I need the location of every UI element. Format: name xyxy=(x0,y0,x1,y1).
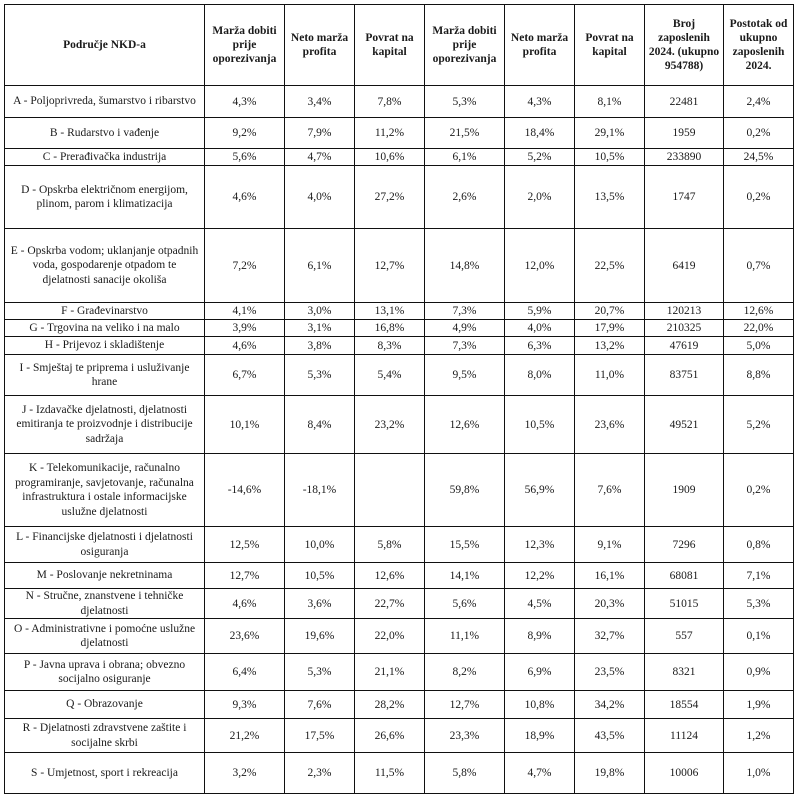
sector-name-cell: Q - Obrazovanje xyxy=(5,691,205,719)
roe-2-cell: 8,1% xyxy=(575,86,645,118)
pretax-margin-1-cell: 3,2% xyxy=(205,753,285,794)
sector-name-cell: F - Građevinarstvo xyxy=(5,303,205,320)
pretax-margin-2-cell: 7,3% xyxy=(425,303,505,320)
net-margin-2-cell: 2,0% xyxy=(505,166,575,229)
roe-1-cell: 12,6% xyxy=(355,563,425,589)
pretax-margin-1-cell: 10,1% xyxy=(205,396,285,454)
roe-1-cell: 13,1% xyxy=(355,303,425,320)
table-row xyxy=(5,86,794,118)
pretax-margin-1-cell: 23,6% xyxy=(205,619,285,654)
net-margin-1-cell: 10,5% xyxy=(285,563,355,589)
table-row xyxy=(5,691,794,719)
pretax-margin-1-cell: 6,7% xyxy=(205,355,285,396)
employee-share-cell: 0,2% xyxy=(724,118,794,149)
pretax-margin-2-cell: 15,5% xyxy=(425,527,505,563)
net-margin-2-cell: 8,0% xyxy=(505,355,575,396)
roe-2-cell: 23,6% xyxy=(575,396,645,454)
roe-2-cell: 11,0% xyxy=(575,355,645,396)
employee-share-cell: 0,2% xyxy=(724,166,794,229)
pretax-margin-1-cell: 6,4% xyxy=(205,654,285,691)
net-margin-1-cell: 2,3% xyxy=(285,753,355,794)
net-margin-1-cell: 5,3% xyxy=(285,355,355,396)
employee-share-cell: 1,9% xyxy=(724,691,794,719)
roe-2-cell: 10,5% xyxy=(575,149,645,166)
net-margin-1-cell: 6,1% xyxy=(285,229,355,303)
roe-1-cell: 26,6% xyxy=(355,719,425,753)
roe-1-cell xyxy=(355,454,425,527)
sector-name-cell: N - Stručne, znanstvene i tehničke djelatnosti xyxy=(5,589,205,619)
pretax-margin-1-cell: 12,5% xyxy=(205,527,285,563)
sector-name-cell: J - Izdavačke djelatnosti, djelatnosti emitiranja te proizvodnje i distribucije sadržaja xyxy=(5,396,205,454)
sector-name-cell: B - Rudarstvo i vađenje xyxy=(5,118,205,149)
employees-cell: 1747 xyxy=(645,166,724,229)
table-row xyxy=(5,320,794,337)
sector-name-cell: P - Javna uprava i obrana; obvezno socijalno osiguranje xyxy=(5,654,205,691)
sector-name-cell: M - Poslovanje nekretninama xyxy=(5,563,205,589)
employee-share-cell: 5,2% xyxy=(724,396,794,454)
employees-cell: 18554 xyxy=(645,691,724,719)
pretax-margin-2-cell: 2,6% xyxy=(425,166,505,229)
roe-2-cell: 16,1% xyxy=(575,563,645,589)
employees-cell: 210325 xyxy=(645,320,724,337)
employee-share-cell: 0,7% xyxy=(724,229,794,303)
pretax-margin-2-cell: 9,5% xyxy=(425,355,505,396)
table-row xyxy=(5,396,794,454)
roe-1-cell: 11,5% xyxy=(355,753,425,794)
employee-share-cell: 1,0% xyxy=(724,753,794,794)
header-net-margin-1: Neto marža profita xyxy=(285,5,355,86)
table-row xyxy=(5,563,794,589)
employee-share-cell: 7,1% xyxy=(724,563,794,589)
roe-2-cell: 19,8% xyxy=(575,753,645,794)
pretax-margin-1-cell: 4,6% xyxy=(205,337,285,355)
roe-2-cell: 17,9% xyxy=(575,320,645,337)
net-margin-1-cell: 7,6% xyxy=(285,691,355,719)
employees-cell: 1909 xyxy=(645,454,724,527)
net-margin-2-cell: 5,9% xyxy=(505,303,575,320)
employees-cell: 1959 xyxy=(645,118,724,149)
net-margin-1-cell: 8,4% xyxy=(285,396,355,454)
roe-2-cell: 7,6% xyxy=(575,454,645,527)
table-body xyxy=(5,86,794,794)
sector-name-cell: O - Administrativne i pomoćne uslužne djelatnosti xyxy=(5,619,205,654)
roe-1-cell: 28,2% xyxy=(355,691,425,719)
pretax-margin-2-cell: 5,8% xyxy=(425,753,505,794)
sector-name-cell: L - Financijske djelatnosti i djelatnosti osiguranja xyxy=(5,527,205,563)
roe-2-cell: 13,5% xyxy=(575,166,645,229)
employee-share-cell: 1,2% xyxy=(724,719,794,753)
roe-2-cell: 13,2% xyxy=(575,337,645,355)
net-margin-1-cell: 5,3% xyxy=(285,654,355,691)
employees-cell: 22481 xyxy=(645,86,724,118)
table-row xyxy=(5,229,794,303)
employees-cell: 120213 xyxy=(645,303,724,320)
table-row xyxy=(5,527,794,563)
employees-cell: 557 xyxy=(645,619,724,654)
net-margin-1-cell: 4,0% xyxy=(285,166,355,229)
table-row xyxy=(5,719,794,753)
pretax-margin-2-cell: 8,2% xyxy=(425,654,505,691)
employees-cell: 68081 xyxy=(645,563,724,589)
roe-2-cell: 29,1% xyxy=(575,118,645,149)
roe-1-cell: 5,8% xyxy=(355,527,425,563)
roe-2-cell: 9,1% xyxy=(575,527,645,563)
roe-1-cell: 23,2% xyxy=(355,396,425,454)
pretax-margin-1-cell: -14,6% xyxy=(205,454,285,527)
sector-name-cell: G - Trgovina na veliko i na malo xyxy=(5,320,205,337)
employees-cell: 10006 xyxy=(645,753,724,794)
roe-1-cell: 27,2% xyxy=(355,166,425,229)
sector-name-cell: A - Poljoprivreda, šumarstvo i ribarstvo xyxy=(5,86,205,118)
pretax-margin-1-cell: 4,3% xyxy=(205,86,285,118)
net-margin-1-cell: -18,1% xyxy=(285,454,355,527)
pretax-margin-1-cell: 21,2% xyxy=(205,719,285,753)
employees-cell: 47619 xyxy=(645,337,724,355)
header-row xyxy=(5,5,794,86)
pretax-margin-2-cell: 23,3% xyxy=(425,719,505,753)
employees-cell: 11124 xyxy=(645,719,724,753)
pretax-margin-2-cell: 11,1% xyxy=(425,619,505,654)
roe-2-cell: 20,3% xyxy=(575,589,645,619)
sector-name-cell: S - Umjetnost, sport i rekreacija xyxy=(5,753,205,794)
sector-name-cell: C - Prerađivačka industrija xyxy=(5,149,205,166)
employee-share-cell: 12,6% xyxy=(724,303,794,320)
net-margin-2-cell: 10,5% xyxy=(505,396,575,454)
table-row xyxy=(5,454,794,527)
net-margin-2-cell: 12,3% xyxy=(505,527,575,563)
roe-1-cell: 16,8% xyxy=(355,320,425,337)
pretax-margin-2-cell: 5,6% xyxy=(425,589,505,619)
table-row xyxy=(5,149,794,166)
net-margin-1-cell: 3,1% xyxy=(285,320,355,337)
roe-1-cell: 22,0% xyxy=(355,619,425,654)
table-row xyxy=(5,118,794,149)
roe-2-cell: 34,2% xyxy=(575,691,645,719)
header-roe-2: Povrat na kapital xyxy=(575,5,645,86)
header-net-margin-2: Neto marža profita xyxy=(505,5,575,86)
pretax-margin-1-cell: 3,9% xyxy=(205,320,285,337)
net-margin-2-cell: 6,9% xyxy=(505,654,575,691)
net-margin-1-cell: 3,8% xyxy=(285,337,355,355)
nkd-profitability-table xyxy=(4,4,794,794)
net-margin-2-cell: 18,4% xyxy=(505,118,575,149)
net-margin-1-cell: 3,4% xyxy=(285,86,355,118)
net-margin-1-cell: 19,6% xyxy=(285,619,355,654)
pretax-margin-2-cell: 5,3% xyxy=(425,86,505,118)
pretax-margin-1-cell: 9,3% xyxy=(205,691,285,719)
table-row xyxy=(5,166,794,229)
net-margin-2-cell: 56,9% xyxy=(505,454,575,527)
header-sector: Područje NKD-a xyxy=(5,5,205,86)
pretax-margin-1-cell: 7,2% xyxy=(205,229,285,303)
employee-share-cell: 5,3% xyxy=(724,589,794,619)
employees-cell: 83751 xyxy=(645,355,724,396)
net-margin-2-cell: 4,3% xyxy=(505,86,575,118)
roe-1-cell: 10,6% xyxy=(355,149,425,166)
pretax-margin-2-cell: 4,9% xyxy=(425,320,505,337)
net-margin-1-cell: 10,0% xyxy=(285,527,355,563)
pretax-margin-2-cell: 12,6% xyxy=(425,396,505,454)
header-pretax-margin-1: Marža dobiti prije oporezivanja xyxy=(205,5,285,86)
employees-cell: 51015 xyxy=(645,589,724,619)
employees-cell: 8321 xyxy=(645,654,724,691)
employee-share-cell: 0,1% xyxy=(724,619,794,654)
net-margin-1-cell: 3,6% xyxy=(285,589,355,619)
roe-2-cell: 32,7% xyxy=(575,619,645,654)
sector-name-cell: R - Djelatnosti zdravstvene zaštite i socijalne skrbi xyxy=(5,719,205,753)
employee-share-cell: 0,9% xyxy=(724,654,794,691)
sector-name-cell: D - Opskrba električnom energijom, plinom, parom i klimatizacija xyxy=(5,166,205,229)
pretax-margin-2-cell: 12,7% xyxy=(425,691,505,719)
pretax-margin-2-cell: 14,8% xyxy=(425,229,505,303)
roe-2-cell: 23,5% xyxy=(575,654,645,691)
sector-name-cell: K - Telekomunikacije, računalno programiranje, savjetovanje, računalna infrastruktura i ostale informacijske uslužne djelatnosti xyxy=(5,454,205,527)
net-margin-2-cell: 4,5% xyxy=(505,589,575,619)
pretax-margin-1-cell: 4,6% xyxy=(205,166,285,229)
net-margin-2-cell: 8,9% xyxy=(505,619,575,654)
employee-share-cell: 24,5% xyxy=(724,149,794,166)
pretax-margin-2-cell: 6,1% xyxy=(425,149,505,166)
table-row xyxy=(5,589,794,619)
net-margin-1-cell: 3,0% xyxy=(285,303,355,320)
employees-cell: 7296 xyxy=(645,527,724,563)
employee-share-cell: 22,0% xyxy=(724,320,794,337)
pretax-margin-2-cell: 7,3% xyxy=(425,337,505,355)
roe-1-cell: 12,7% xyxy=(355,229,425,303)
table-row xyxy=(5,619,794,654)
net-margin-2-cell: 10,8% xyxy=(505,691,575,719)
net-margin-2-cell: 12,0% xyxy=(505,229,575,303)
employee-share-cell: 2,4% xyxy=(724,86,794,118)
roe-2-cell: 20,7% xyxy=(575,303,645,320)
roe-1-cell: 21,1% xyxy=(355,654,425,691)
employee-share-cell: 8,8% xyxy=(724,355,794,396)
net-margin-1-cell: 17,5% xyxy=(285,719,355,753)
net-margin-2-cell: 5,2% xyxy=(505,149,575,166)
net-margin-1-cell: 4,7% xyxy=(285,149,355,166)
pretax-margin-1-cell: 4,1% xyxy=(205,303,285,320)
net-margin-2-cell: 18,9% xyxy=(505,719,575,753)
net-margin-2-cell: 4,0% xyxy=(505,320,575,337)
employees-cell: 233890 xyxy=(645,149,724,166)
pretax-margin-1-cell: 4,6% xyxy=(205,589,285,619)
net-margin-2-cell: 12,2% xyxy=(505,563,575,589)
roe-1-cell: 7,8% xyxy=(355,86,425,118)
header-pretax-margin-2: Marža dobiti prije oporezivanja xyxy=(425,5,505,86)
table-row xyxy=(5,337,794,355)
pretax-margin-2-cell: 59,8% xyxy=(425,454,505,527)
header-employees: Broj zaposlenih 2024. (ukupno 954788) xyxy=(645,5,724,86)
pretax-margin-1-cell: 5,6% xyxy=(205,149,285,166)
table-row xyxy=(5,753,794,794)
roe-1-cell: 5,4% xyxy=(355,355,425,396)
net-margin-2-cell: 4,7% xyxy=(505,753,575,794)
employee-share-cell: 5,0% xyxy=(724,337,794,355)
employees-cell: 49521 xyxy=(645,396,724,454)
pretax-margin-1-cell: 9,2% xyxy=(205,118,285,149)
employees-cell: 6419 xyxy=(645,229,724,303)
roe-1-cell: 11,2% xyxy=(355,118,425,149)
net-margin-2-cell: 6,3% xyxy=(505,337,575,355)
sector-name-cell: H - Prijevoz i skladištenje xyxy=(5,337,205,355)
roe-2-cell: 43,5% xyxy=(575,719,645,753)
roe-2-cell: 22,5% xyxy=(575,229,645,303)
roe-1-cell: 22,7% xyxy=(355,589,425,619)
pretax-margin-1-cell: 12,7% xyxy=(205,563,285,589)
roe-1-cell: 8,3% xyxy=(355,337,425,355)
pretax-margin-2-cell: 21,5% xyxy=(425,118,505,149)
header-roe-1: Povrat na kapital xyxy=(355,5,425,86)
sector-name-cell: I - Smještaj te priprema i usluživanje hrane xyxy=(5,355,205,396)
header-employee-share: Postotak od ukupno zaposlenih 2024. xyxy=(724,5,794,86)
employee-share-cell: 0,2% xyxy=(724,454,794,527)
table-row xyxy=(5,654,794,691)
sector-name-cell: E - Opskrba vodom; uklanjanje otpadnih voda, gospodarenje otpadom te djelatnosti sanacije okoliša xyxy=(5,229,205,303)
table-row xyxy=(5,355,794,396)
employee-share-cell: 0,8% xyxy=(724,527,794,563)
pretax-margin-2-cell: 14,1% xyxy=(425,563,505,589)
net-margin-1-cell: 7,9% xyxy=(285,118,355,149)
table-row xyxy=(5,303,794,320)
